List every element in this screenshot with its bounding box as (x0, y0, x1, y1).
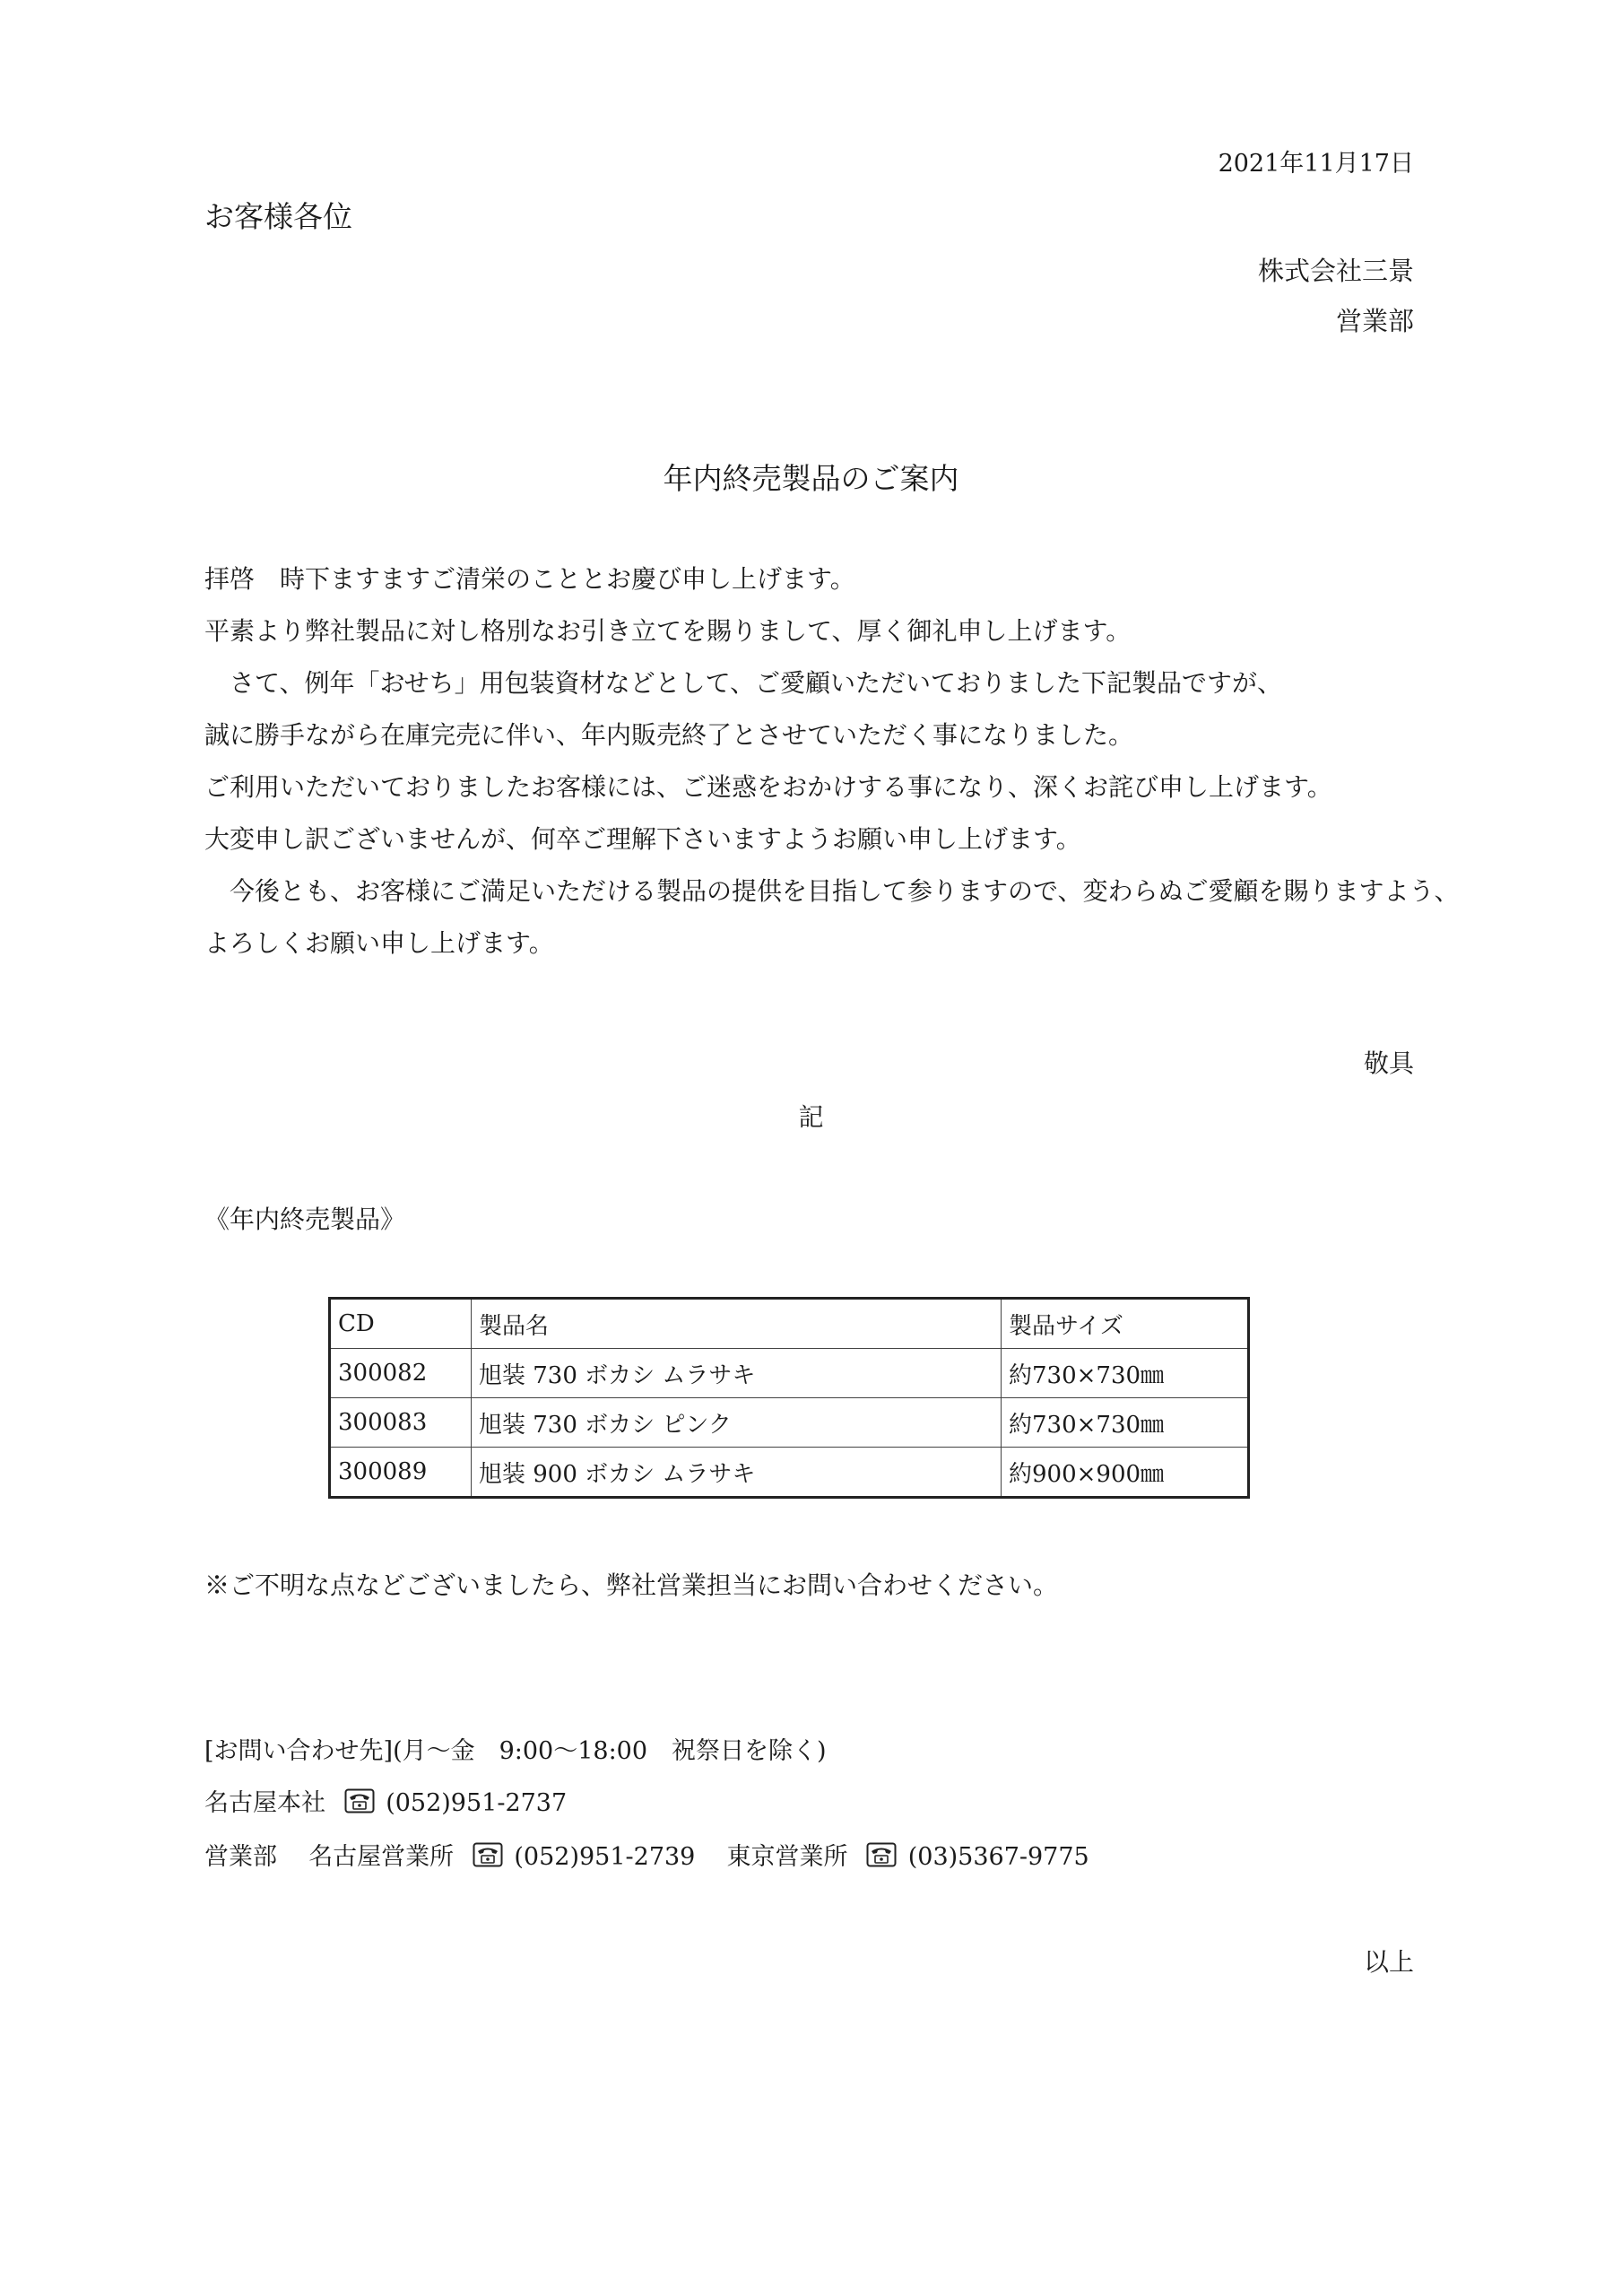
nagoya-office-tel: (052)951-2739 (514, 1843, 696, 1871)
table-row (330, 1349, 1249, 1398)
table-row (330, 1448, 1249, 1498)
cell-product-name: 旭装 730 ボカシ ムラサキ (472, 1349, 1002, 1398)
cell-product-size: 約900×900㎜ (1002, 1448, 1249, 1498)
table-header-row (330, 1299, 1249, 1349)
inquiry-note: ※ご不明な点などございましたら、弊社営業担当にお問い合わせください。 (204, 1570, 1059, 1600)
body-line: 大変申し訳ございませんが、何卒ご理解下さいますようお願い申し上げます。 (204, 824, 1081, 854)
body-line: 平素より弊社製品に対し格別なお引き立てを賜りまして、厚く御礼申し上げます。 (204, 616, 1132, 646)
sender-company: 株式会社三景 (1257, 256, 1414, 286)
telephone-icon (866, 1842, 897, 1874)
cell-product-size: 約730×730㎜ (1002, 1349, 1249, 1398)
body-line: 今後とも、お客様にご満足いただける製品の提供を目指して参りますので、変わらぬご愛顧を賜りますよう、 (204, 876, 1460, 906)
cell-product-name: 旭装 730 ボカシ ピンク (472, 1398, 1002, 1448)
product-table (328, 1297, 1250, 1499)
cell-cd: 300082 (330, 1349, 472, 1398)
column-header-product-name: 製品名 (472, 1299, 1002, 1349)
body-line: 拝啓 時下ますますご清栄のこととお慶び申し上げます。 (204, 564, 855, 594)
hq-tel: (052)951-2737 (386, 1789, 568, 1817)
closing-keigu: 敬具 (1363, 1048, 1414, 1078)
cell-product-size: 約730×730㎜ (1002, 1398, 1249, 1448)
telephone-icon (473, 1842, 503, 1874)
column-header-product-size: 製品サイズ (1002, 1299, 1249, 1349)
body-line: よろしくお願い申し上げます。 (204, 928, 554, 958)
cell-cd: 300089 (330, 1448, 472, 1498)
cell-product-name: 旭装 900 ボカシ ムラサキ (472, 1448, 1002, 1498)
table-row (330, 1398, 1249, 1448)
nagoya-office-label: 名古屋営業所 (308, 1843, 455, 1871)
contact-header: [お問い合わせ先](月～金 9:00～18:00 祝祭日を除く) (204, 1737, 827, 1765)
column-header-cd: CD (330, 1299, 472, 1349)
body-line: ご利用いただいておりましたお客様には、ご迷惑をおかけする事になり、深くお詫び申し上げます。 (204, 772, 1332, 802)
section-label: 《年内終売製品》 (204, 1205, 406, 1234)
hq-contact-line (204, 1783, 567, 1820)
sales-contact-line (204, 1837, 1089, 1874)
sales-dept-label: 営業部 (204, 1843, 277, 1871)
body-line: さて、例年「おせち」用包装資材などとして、ご愛顧いただいておりました下記製品ですが、 (204, 668, 1283, 698)
telephone-icon (344, 1788, 375, 1820)
ki-heading: 記 (798, 1102, 824, 1132)
hq-label: 名古屋本社 (204, 1789, 325, 1817)
document-end-ijou: 以上 (1363, 1947, 1414, 1977)
tokyo-office-tel: (03)5367-9775 (907, 1843, 1089, 1871)
cell-cd: 300083 (330, 1398, 472, 1448)
body-line: 誠に勝手ながら在庫完売に伴い、年内販売終了とさせていただく事になりました。 (204, 720, 1134, 750)
tokyo-office-label: 東京営業所 (726, 1843, 848, 1871)
recipient: お客様各位 (204, 199, 352, 234)
document-title: 年内終売製品のご案内 (663, 461, 959, 496)
document-date: 2021年11月17日 (1218, 150, 1414, 178)
sender-department: 営業部 (1335, 306, 1414, 336)
